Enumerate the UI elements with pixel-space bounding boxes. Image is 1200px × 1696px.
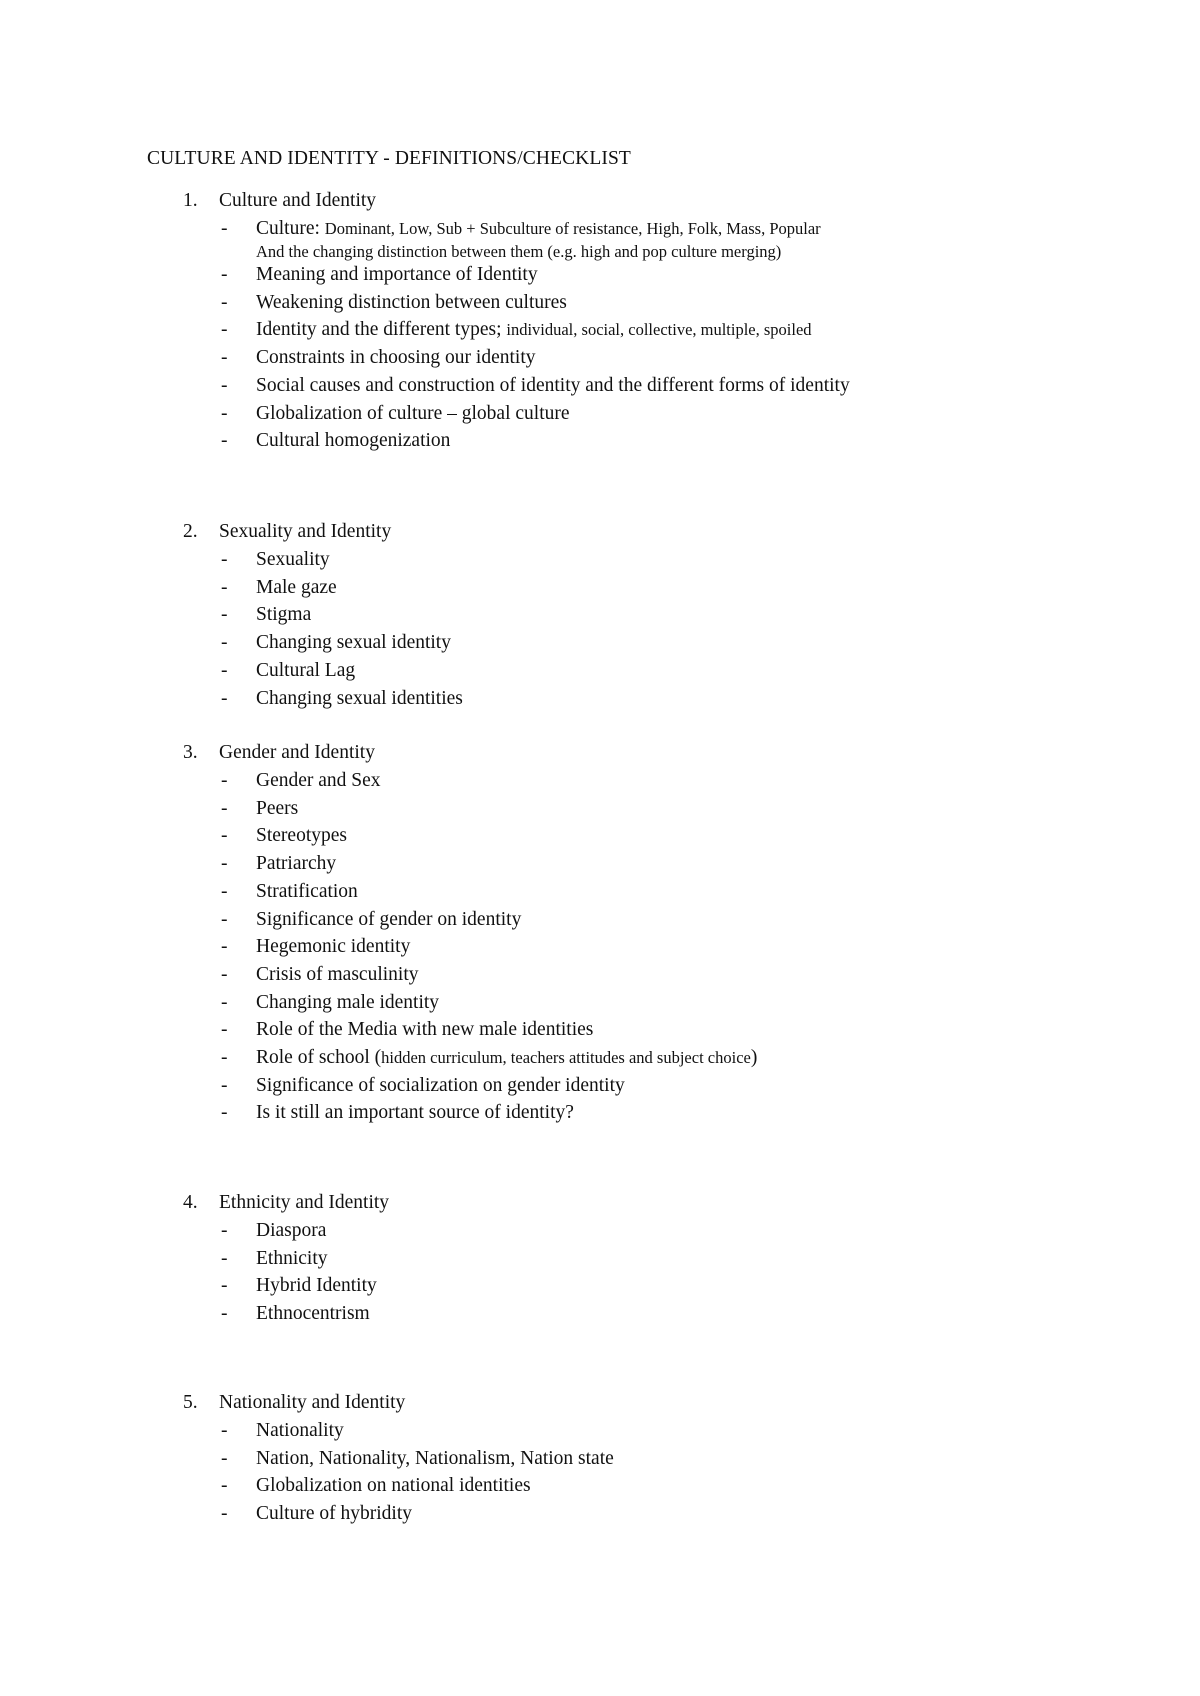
list-item-main-text: Ethnicity xyxy=(256,1247,328,1269)
list-item-text xyxy=(256,798,298,820)
list-item-text xyxy=(256,1475,531,1497)
list-item-main-text: Globalization on national identities xyxy=(256,1475,531,1497)
list-item-main-text: Stratification xyxy=(256,880,358,902)
section-number: 1. xyxy=(183,190,198,211)
list-item-text xyxy=(256,292,567,314)
section-number: 4. xyxy=(183,1192,198,1213)
bullet-dash: - xyxy=(221,1503,228,1525)
list-item-text xyxy=(256,881,358,903)
list-item-detail: hidden curriculum, teachers attitudes and subject choice xyxy=(381,1048,751,1067)
list-item-text xyxy=(256,1275,377,1297)
list-item-main-text: Male gaze xyxy=(256,576,337,598)
list-item-main-text: Meaning and importance of Identity xyxy=(256,264,538,285)
bullet-dash: - xyxy=(221,319,228,341)
list-item-text xyxy=(256,964,419,986)
list-item-main-text: Globalization of culture – global culture xyxy=(256,402,570,424)
list-item-main-text: Weakening distinction between cultures xyxy=(256,291,567,313)
list-item-text xyxy=(256,825,347,847)
section-title: Sexuality and Identity xyxy=(219,521,392,542)
bullet-dash: - xyxy=(221,1447,228,1469)
list-item-main-text: Peers xyxy=(256,797,299,819)
list-item-text xyxy=(256,218,821,240)
list-item-text xyxy=(256,577,337,599)
list-item-text xyxy=(256,688,463,710)
bullet-dash: - xyxy=(221,1074,228,1096)
list-item-main-text: Changing sexual identities xyxy=(256,687,463,709)
list-item-detail: individual, social, collective, multiple, spoiled xyxy=(506,320,812,340)
list-item-main-text: Significance of socialization on gender identity xyxy=(256,1074,625,1096)
bullet-dash: - xyxy=(221,1220,228,1241)
bullet-dash: - xyxy=(221,1475,228,1497)
list-item-continuation: And the changing distinction between them (e.g. high and pop culture merging) xyxy=(256,242,782,261)
bullet-dash: - xyxy=(221,853,228,875)
list-item-text xyxy=(256,770,381,792)
list-item-text xyxy=(256,992,439,1014)
list-item-text xyxy=(256,1102,574,1124)
list-item-main-text: Hegemonic identity xyxy=(256,936,411,958)
list-item-main-text: Changing male identity xyxy=(256,991,440,1013)
bullet-dash: - xyxy=(221,936,228,958)
list-item-text xyxy=(256,549,330,571)
list-item-main-text: Crisis of masculinity xyxy=(256,963,419,985)
list-item-text xyxy=(256,403,570,425)
list-item-main-text: Cultural Lag xyxy=(256,659,356,681)
list-item-main-text: Cultural homogenization xyxy=(256,430,451,452)
bullet-dash: - xyxy=(221,687,228,709)
list-item-main-text: Role of school ( xyxy=(256,1047,382,1068)
list-item-main-text: Sexuality xyxy=(256,549,330,570)
list-item-text xyxy=(256,853,336,875)
list-item-text xyxy=(256,909,521,931)
list-item-main-text: Ethnocentrism xyxy=(256,1303,370,1325)
bullet-dash: - xyxy=(221,402,228,424)
list-item-text xyxy=(256,319,812,341)
section-number: 3. xyxy=(183,742,198,763)
section-title: Culture and Identity xyxy=(219,190,377,211)
list-item-main-text: Patriarchy xyxy=(256,853,337,875)
list-item-main-text: Nation, Nationality, Nationalism, Nation state xyxy=(256,1447,614,1469)
bullet-dash: - xyxy=(221,1420,228,1441)
list-item-text xyxy=(256,347,535,369)
bullet-dash: - xyxy=(221,291,228,313)
list-item-main-text: Role of the Media with new male identities xyxy=(256,1019,594,1041)
list-item-main-text: Identity and the different types; xyxy=(256,319,507,341)
list-item-main-text: Culture: xyxy=(256,218,325,239)
bullet-dash: - xyxy=(221,1303,228,1325)
list-item-main-text: Social causes and construction of identity and the different forms of identity xyxy=(256,374,850,396)
list-item-text xyxy=(256,430,450,452)
document-title: CULTURE AND IDENTITY - DEFINITIONS/CHECKLIST xyxy=(147,148,631,169)
list-item-main-text: Gender and Sex xyxy=(256,770,381,791)
list-item-text xyxy=(256,1019,593,1041)
list-item-text xyxy=(256,1503,412,1525)
list-item-main-text: Culture of hybridity xyxy=(256,1503,412,1525)
list-item-main-text: Significance of gender on identity xyxy=(256,908,522,930)
section-number: 5. xyxy=(183,1392,198,1413)
list-item-text xyxy=(256,1420,344,1442)
list-item-text xyxy=(256,632,451,654)
bullet-dash: - xyxy=(221,218,228,239)
list-item-main-text: Is it still an important source of identity? xyxy=(256,1102,574,1124)
list-item-text xyxy=(256,1248,328,1270)
list-item-main-text: Stigma xyxy=(256,604,312,626)
list-item-detail: Dominant, Low, Sub + Subculture of resistance, High, Folk, Mass, Popular xyxy=(324,219,821,238)
bullet-dash: - xyxy=(221,632,228,654)
section-number: 2. xyxy=(183,521,198,542)
section-title: Gender and Identity xyxy=(219,742,375,763)
list-item-closing: ) xyxy=(750,1047,758,1068)
list-item-main-text: Stereotypes xyxy=(256,825,347,847)
bullet-dash: - xyxy=(221,880,228,902)
list-item-main-text: Hybrid Identity xyxy=(256,1275,377,1297)
bullet-dash: - xyxy=(221,430,228,452)
bullet-dash: - xyxy=(221,1102,228,1124)
list-item-main-text: Constraints in choosing our identity xyxy=(256,347,536,369)
list-item-text xyxy=(256,604,311,626)
bullet-dash: - xyxy=(221,549,228,570)
bullet-dash: - xyxy=(221,908,228,930)
bullet-dash: - xyxy=(221,374,228,396)
bullet-dash: - xyxy=(221,797,228,819)
bullet-dash: - xyxy=(221,963,228,985)
list-item-main-text: Diaspora xyxy=(256,1220,327,1241)
bullet-dash: - xyxy=(221,264,228,285)
bullet-dash: - xyxy=(221,1019,228,1041)
bullet-dash: - xyxy=(221,604,228,626)
list-item-text xyxy=(256,1075,625,1097)
section-title: Nationality and Identity xyxy=(219,1392,406,1413)
list-item-text xyxy=(256,936,410,958)
bullet-dash: - xyxy=(221,659,228,681)
list-item-text xyxy=(256,660,355,682)
list-item-text xyxy=(256,1220,326,1242)
bullet-dash: - xyxy=(221,1275,228,1297)
bullet-dash: - xyxy=(221,770,228,791)
bullet-dash: - xyxy=(221,1047,228,1068)
bullet-dash: - xyxy=(221,576,228,598)
bullet-dash: - xyxy=(221,1247,228,1269)
list-item-text xyxy=(256,375,850,397)
list-item-main-text: Changing sexual identity xyxy=(256,632,451,654)
list-item-text xyxy=(256,1047,757,1069)
bullet-dash: - xyxy=(221,347,228,369)
bullet-dash: - xyxy=(221,825,228,847)
list-item-text xyxy=(256,264,538,286)
list-item-text xyxy=(256,1448,614,1470)
bullet-dash: - xyxy=(221,991,228,1013)
section-title: Ethnicity and Identity xyxy=(219,1192,390,1213)
list-item-main-text: Nationality xyxy=(256,1420,344,1441)
list-item-text xyxy=(256,1303,370,1325)
